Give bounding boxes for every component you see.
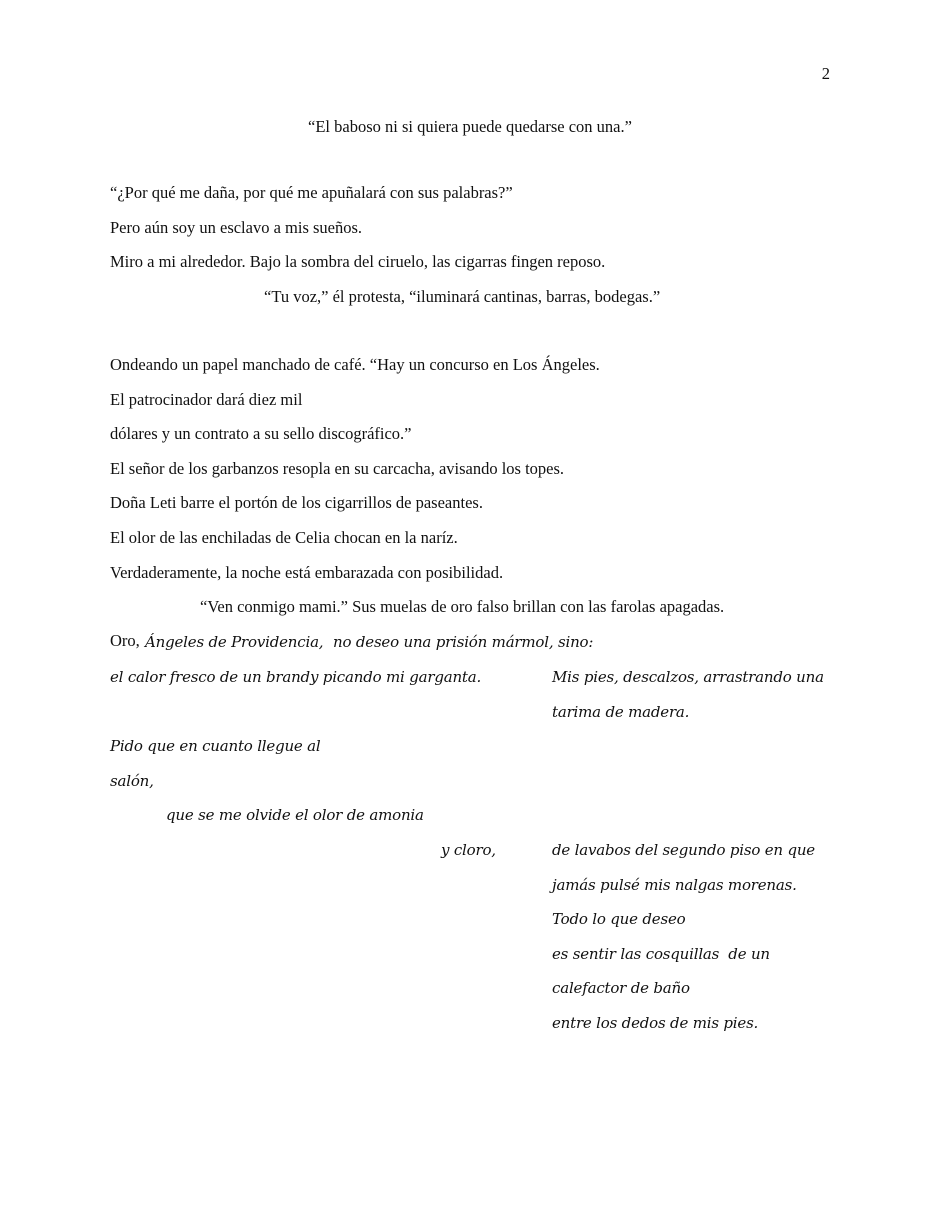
poem-line: “Ven conmigo mami.” Sus muelas de oro falso brillan con las farolas apagadas. bbox=[200, 597, 725, 616]
poem-line: Miro a mi alrededor. Bajo la sombra del ciruelo, las cigarras fingen reposo. bbox=[110, 252, 606, 271]
poem-line-italic: de lavabos del segundo piso en que bbox=[552, 841, 815, 859]
poem-line-italic: tarima de madera. bbox=[552, 703, 690, 721]
poem-line-italic: y cloro, bbox=[441, 841, 496, 859]
poem-line: El olor de las enchiladas de Celia chocan en la naríz. bbox=[110, 528, 458, 547]
poem-line-italic: Ángeles de Providencia, bbox=[145, 633, 324, 651]
poem-line: “¿Por qué me daña, por qué me apuñalará con sus palabras?” bbox=[110, 183, 513, 202]
poem-line: Ondeando un papel manchado de café. “Hay un concurso en Los Ángeles. bbox=[110, 355, 600, 374]
poem-line: El señor de los garbanzos resopla en su carcacha, avisando los topes. bbox=[110, 459, 565, 478]
poem-line-italic: es sentir las cosquillas de un bbox=[552, 945, 770, 963]
poem-line: Pero aún soy un esclavo a mis sueños. bbox=[110, 218, 363, 237]
poem-line: Doña Leti barre el portón de los cigarrillos de paseantes. bbox=[110, 493, 483, 512]
poem-line-italic: entre los dedos de mis pies. bbox=[552, 1014, 759, 1032]
poem-line-italic: Pido que en cuanto llegue al bbox=[110, 737, 321, 755]
page-number: 2 bbox=[821, 64, 830, 83]
poem-line: Oro, bbox=[110, 631, 144, 650]
poem-line-italic: calefactor de baño bbox=[552, 979, 690, 997]
poem-line-italic: Mis pies, descalzos, arrastrando una bbox=[552, 668, 824, 686]
poem-title-quote: “El baboso ni si quiera puede quedarse con una.” bbox=[308, 117, 632, 136]
poem-line-italic: Todo lo que deseo bbox=[552, 910, 686, 928]
poem-line-italic: el calor fresco de un brandy picando mi garganta. bbox=[110, 668, 482, 686]
poem-line: Verdaderamente, la noche está embarazada con posibilidad. bbox=[110, 563, 504, 582]
poem-line: dólares y un contrato a su sello discográfico.” bbox=[110, 424, 412, 443]
poem-line: El patrocinador dará diez mil bbox=[110, 390, 303, 409]
poem-line-italic: jamás pulsé mis nalgas morenas. bbox=[552, 876, 797, 894]
poem-line-italic: que se me olvide el olor de amonia bbox=[166, 806, 424, 824]
poem-line-italic: salón, bbox=[110, 772, 154, 790]
poem-line-italic: no deseo una prisión mármol, sino: bbox=[333, 633, 594, 651]
poem-line: “Tu voz,” él protesta, “iluminará cantinas, barras, bodegas.” bbox=[264, 287, 661, 306]
